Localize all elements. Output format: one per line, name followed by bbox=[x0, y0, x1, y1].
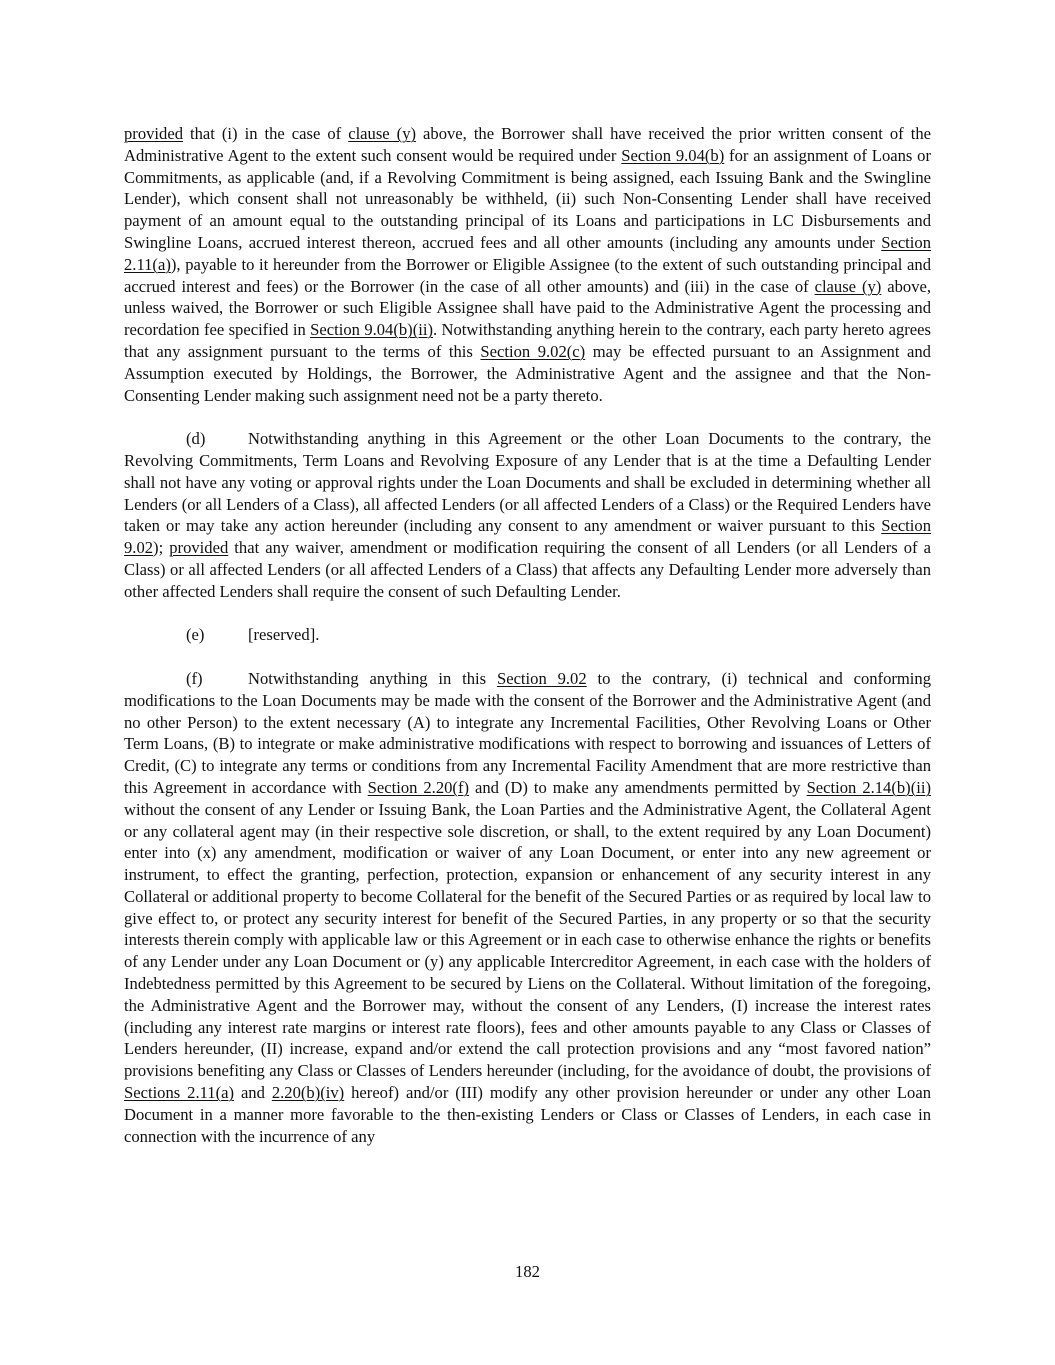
text-run: Notwithstanding anything in this bbox=[248, 668, 497, 688]
paragraph-label: (f) bbox=[186, 668, 203, 688]
text-run: that any waiver, amendment or modification requiring the consent of all Lenders (or all Lenders of a Class) or all affected Lenders (or all affected Lenders of a Class) that affects any Defaulting Lender more adversely than other affected Lenders shall require the consent of such Defaulting Lender. bbox=[124, 538, 931, 601]
text-run: without the consent of any Lender or Issuing Bank, the Loan Parties and the Administrative Agent, the Collateral Agent or any collateral agent may (in their respective sole discretion, or shall, to the extent required by any Loan Document) enter into (x) any amendment, modification or waiver of any Loan Document, or enter into any new agreement or instrument, to effect the granting, perfection, protection, expansion or enhancement of any security interest in any Collateral or additional property to become Collateral for the benefit of the Secured Parties or as required by local law to give effect to, or protect any security interest for benefit of the Secured Parties, in any property or so that the security interests therein comply with applicable law or this Agreement or in each case to otherwise enhance the rights or benefits of any Lender under any Loan Document or (y) any applicable Intercreditor Agreement, in each case with the holders of Indebtedness permitted by this Agreement to be secured by Liens on the Collateral. Without limitation of the foregoing, the Administrative Agent and the Borrower may, without the consent of any Lenders, (I) increase the interest rates (including any interest rate margins or interest rate floors), fees and other amounts payable to any Class or Classes of Lenders hereunder, (II) increase, expand and/or extend the call protection provisions and any “most favored nation” provisions benefiting any Class or Classes of Lenders hereunder (including, for the avoidance of doubt, the provisions of bbox=[124, 799, 931, 1081]
cross-reference: Section 9.02 bbox=[124, 516, 931, 558]
text-run: that (i) in the case of bbox=[183, 124, 349, 143]
cross-reference: Section 2.20(f) bbox=[367, 777, 469, 797]
cross-reference: Section 9.02(c) bbox=[480, 341, 586, 361]
paragraph-label: (d) bbox=[186, 429, 206, 449]
text-run: . Notwithstanding anything herein to the contrary, each party hereto agrees that any assignment pursuant to the terms of this bbox=[124, 320, 931, 361]
text-run: may be effected pursuant to an Assignment and Assumption executed by Holdings, the Borrower, the Administrative Agent and the assignee and that the Non-Consenting Lender making such assignment need not be a party thereto. bbox=[124, 341, 931, 405]
paragraph-label: (e) bbox=[186, 625, 205, 645]
text-run: above, unless waived, the Borrower or such Eligible Assignee shall have paid to the Administrative Agent the processing and recordation fee specified in bbox=[124, 276, 931, 340]
paragraph-d bbox=[124, 428, 931, 602]
page-number: 182 bbox=[515, 1262, 540, 1281]
text-run: and bbox=[234, 1083, 272, 1103]
cross-reference: Section 9.04(b) bbox=[621, 145, 725, 165]
text-run: hereof) and/or (III) modify any other provision hereunder or under any other Loan Document in a manner more favorable to the then-existing Lenders or Class or Classes of Lenders, in each case in connection with the incurrence of any bbox=[124, 1083, 931, 1146]
text-run: ), payable to it hereunder from the Borrower or Eligible Assignee (to the extent of such outstanding principal and accrued interest and fees) or the Borrower (in the case of all other amounts) and (iii) in the case of bbox=[124, 254, 931, 296]
text-run: Notwithstanding anything in this Agreement or the other Loan Documents to the contrary, the Revolving Commitments, Term Loans and Revolving Exposure of any Lender that is at the time a Defaulting Lender shall not have any voting or approval rights under the Loan Documents and shall be excluded in determining whether all Lenders (or all Lenders of a Class), all affected Lenders (or all affected Lenders of a Class) or the Required Lenders have taken or may take any action hereunder (including any consent to any amendment or waiver pursuant to this bbox=[124, 429, 931, 536]
text-run: to the contrary, (i) technical and conforming modifications to the Loan Documents may be made with the consent of the Borrower and the Administrative Agent (and no other Person) to the extent necessary (A) to integrate any Incremental Facilities, Other Revolving Loans or Other Term Loans, (B) to integrate or make administrative modifications with respect to borrowing and issuances of Letters of Credit, (C) to integrate any terms or conditions from any Incremental Facility Amendment that are more restrictive than this Agreement in accordance with bbox=[124, 668, 932, 797]
cross-reference: Sections 2.11(a) bbox=[124, 1083, 235, 1103]
text-run: for an assignment of Loans or Commitments, as applicable (and, if a Revolving Commitment is being assigned, each Issuing Bank and the Swingline Lender), which consent shall not unreasonably be withheld, (ii) such Non-Consenting Lender shall have received payment of an amount equal to the outstanding principal of its Loans and participations in LC Disbursements and Swingline Loans, accrued interest thereon, accrued fees and all other amounts (including any amounts under bbox=[124, 145, 932, 252]
text-run: ); bbox=[153, 538, 170, 558]
cross-reference: Section 9.02 bbox=[496, 668, 587, 688]
text-run: above, the Borrower shall have received the prior written consent of the Administrative Agent to the extent such consent would be required under bbox=[124, 124, 931, 165]
cross-reference: clause (y) bbox=[348, 124, 417, 143]
cross-reference: clause (y) bbox=[814, 276, 882, 296]
paragraph-f bbox=[124, 668, 931, 1148]
text-run: and (D) to make any amendments permitted by bbox=[469, 777, 807, 797]
cross-reference: provided bbox=[169, 538, 229, 558]
cross-reference: 2.20(b)(iv) bbox=[271, 1083, 345, 1103]
cross-reference: Section 2.14(b)(ii) bbox=[806, 777, 931, 797]
paragraph-e bbox=[124, 624, 931, 646]
cross-reference: Section 9.04(b)(ii) bbox=[310, 320, 433, 340]
cross-reference: provided bbox=[124, 124, 183, 143]
cross-reference: Section 2.11(a) bbox=[124, 232, 931, 274]
paragraph-c-continued bbox=[124, 123, 931, 406]
text-run: [reserved]. bbox=[248, 625, 320, 645]
document-body bbox=[124, 123, 931, 1147]
